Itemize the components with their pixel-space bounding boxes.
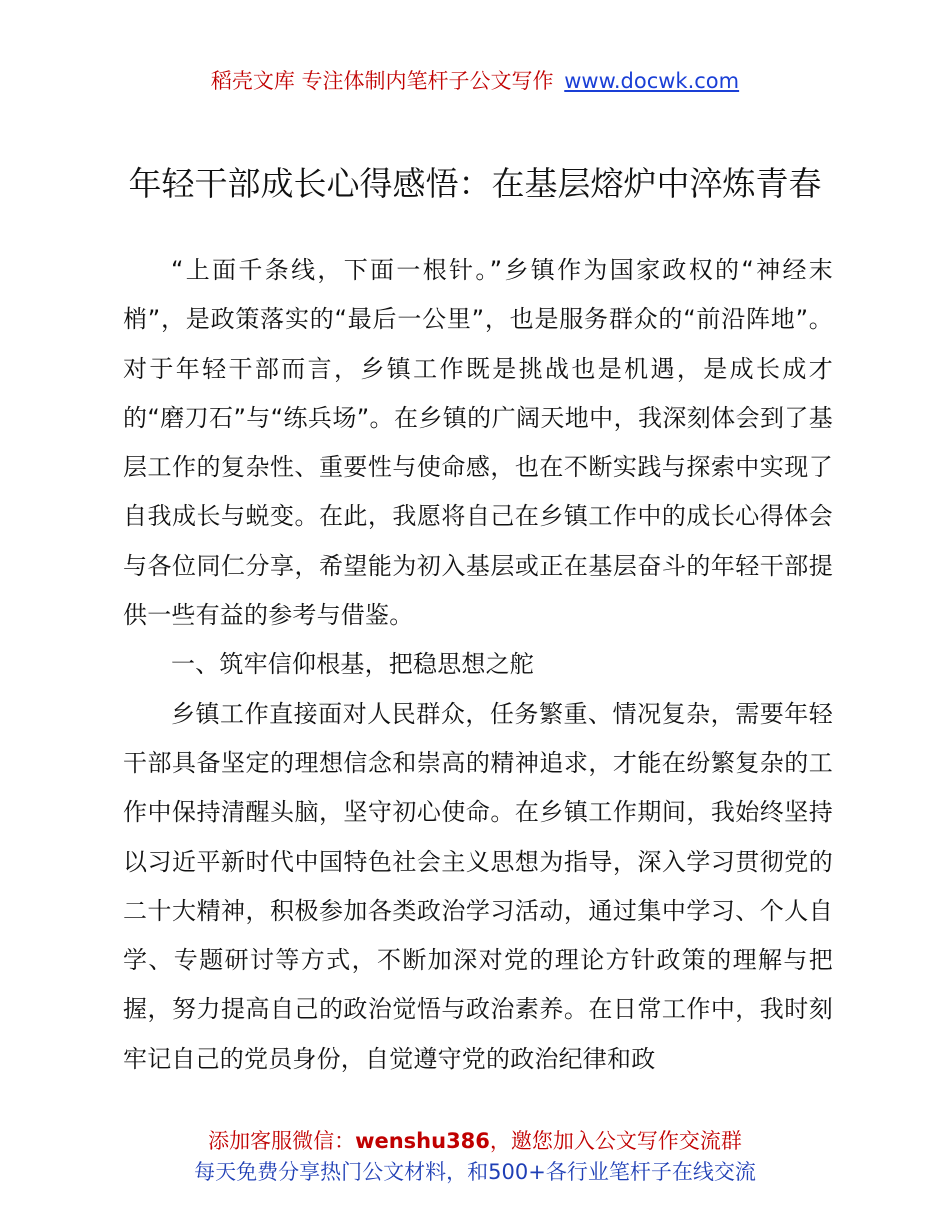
- article-title: 年轻干部成长心得感悟：在基层熔炉中淬炼青春: [128, 164, 822, 203]
- footer-wechat-suffix: ，邀您加入公文写作交流群: [489, 1129, 742, 1153]
- footer-line-share: 每天免费分享热门公文材料，和500+各行业笔杆子在线交流: [194, 1160, 756, 1184]
- paragraph-intro: “上面千条线，下面一根针。”乡镇作为国家政权的“神经末梢”，是政策落实的“最后一公里”，也是服务群众的“前沿阵地”。对于年轻干部而言，乡镇工作既是挑战也是机遇，是成长成才的“磨刀石”与“练兵场”。在乡镇的广阔天地中，我深刻体会到了基层工作的复杂性、重要性与使命感，也在不断实践与探索中实现了自我成长与蜕变。在此，我愿将自己在乡镇工作中的成长心得体会与各位同仁分享，希望能为初入基层或正在基层奋斗的年轻干部提供一些有益的参考与借鉴。: [123, 256, 833, 630]
- paragraph-section-1: 乡镇工作直接面对人民群众，任务繁重、情况复杂，需要年轻干部具备坚定的理想信念和崇高的精神追求，才能在纷繁复杂的工作中保持清醒头脑，坚守初心使命。在乡镇工作期间，我始终坚持以习近平新时代中国特色社会主义思想为指导，深入学习贯彻党的二十大精神，积极参加各类政治学习活动，通过集中学习、个人自学、专题研讨等方式，不断加深对党的理论方针政策的理解与把握，努力提高自己的政治觉悟与政治素养。在日常工作中，我时刻牢记自己的党员身份，自觉遵守党的政治纪律和政: [123, 699, 833, 1073]
- page-footer: [0, 1126, 950, 1188]
- article-body: [123, 246, 833, 1084]
- footer-line-wechat: [0, 1126, 950, 1157]
- page-header: [0, 64, 950, 98]
- brand-text: 稻壳文库 专注体制内笔杆子公文写作: [210, 69, 554, 93]
- section-heading-1: 一、筑牢信仰根基，把稳思想之舵: [171, 650, 534, 679]
- footer-wechat-prefix: 添加客服微信：: [208, 1129, 356, 1153]
- site-link[interactable]: www.docwk.com: [564, 69, 740, 93]
- wechat-id: wenshu386: [355, 1129, 490, 1153]
